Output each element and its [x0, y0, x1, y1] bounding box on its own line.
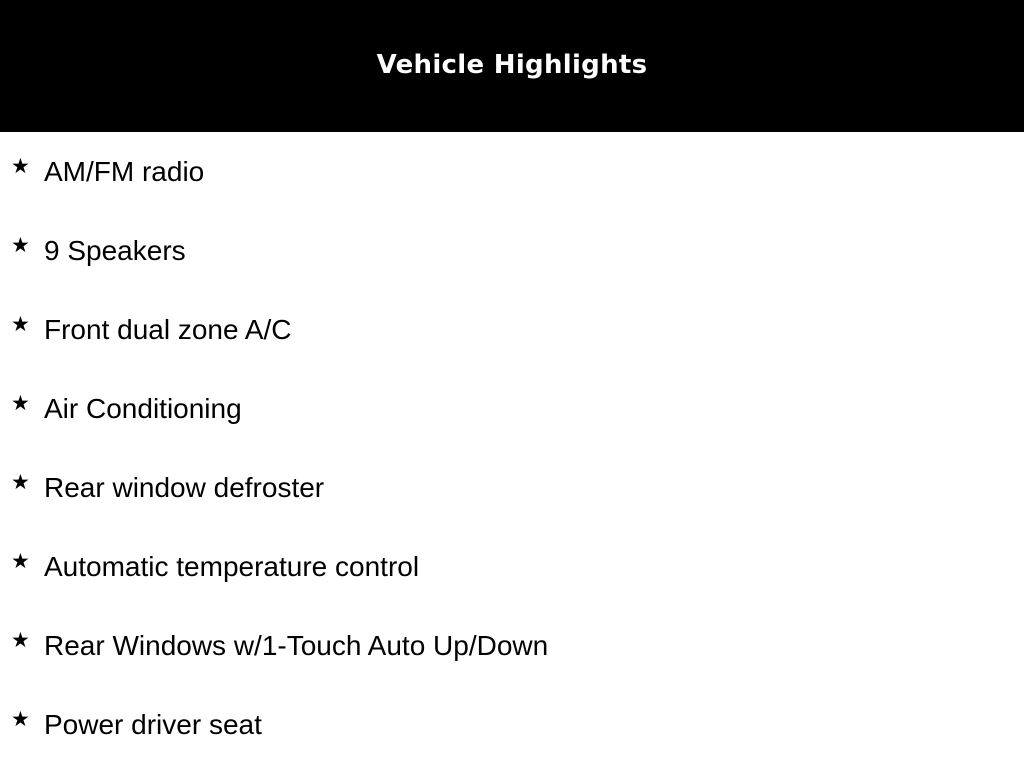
star-icon: ★	[11, 707, 30, 731]
list-item	[0, 448, 1024, 527]
list-item	[0, 132, 1024, 211]
list-item	[0, 290, 1024, 369]
star-icon: ★	[11, 549, 30, 573]
list-item	[0, 685, 1024, 764]
page-title: Vehicle Highlights	[376, 50, 648, 80]
star-icon: ★	[11, 312, 30, 336]
highlight-label: Power driver seat	[44, 709, 262, 740]
list-item	[0, 211, 1024, 290]
highlight-label: Rear Windows w/1-Touch Auto Up/Down	[44, 630, 549, 661]
highlights-list	[0, 132, 1024, 764]
star-icon: ★	[11, 233, 30, 257]
star-icon: ★	[11, 154, 30, 178]
highlight-label: AM/FM radio	[44, 156, 205, 187]
list-item	[0, 606, 1024, 685]
highlight-label: Rear window defroster	[44, 472, 325, 503]
highlight-label: Air Conditioning	[44, 393, 242, 424]
highlight-label: Automatic temperature control	[44, 551, 420, 582]
star-icon: ★	[11, 391, 30, 415]
highlight-label: 9 Speakers	[44, 235, 186, 266]
list-item	[0, 527, 1024, 606]
list-item	[0, 369, 1024, 448]
star-icon: ★	[11, 470, 30, 494]
page-header	[0, 0, 1024, 132]
star-icon: ★	[11, 628, 30, 652]
highlight-label: Front dual zone A/C	[44, 314, 292, 345]
